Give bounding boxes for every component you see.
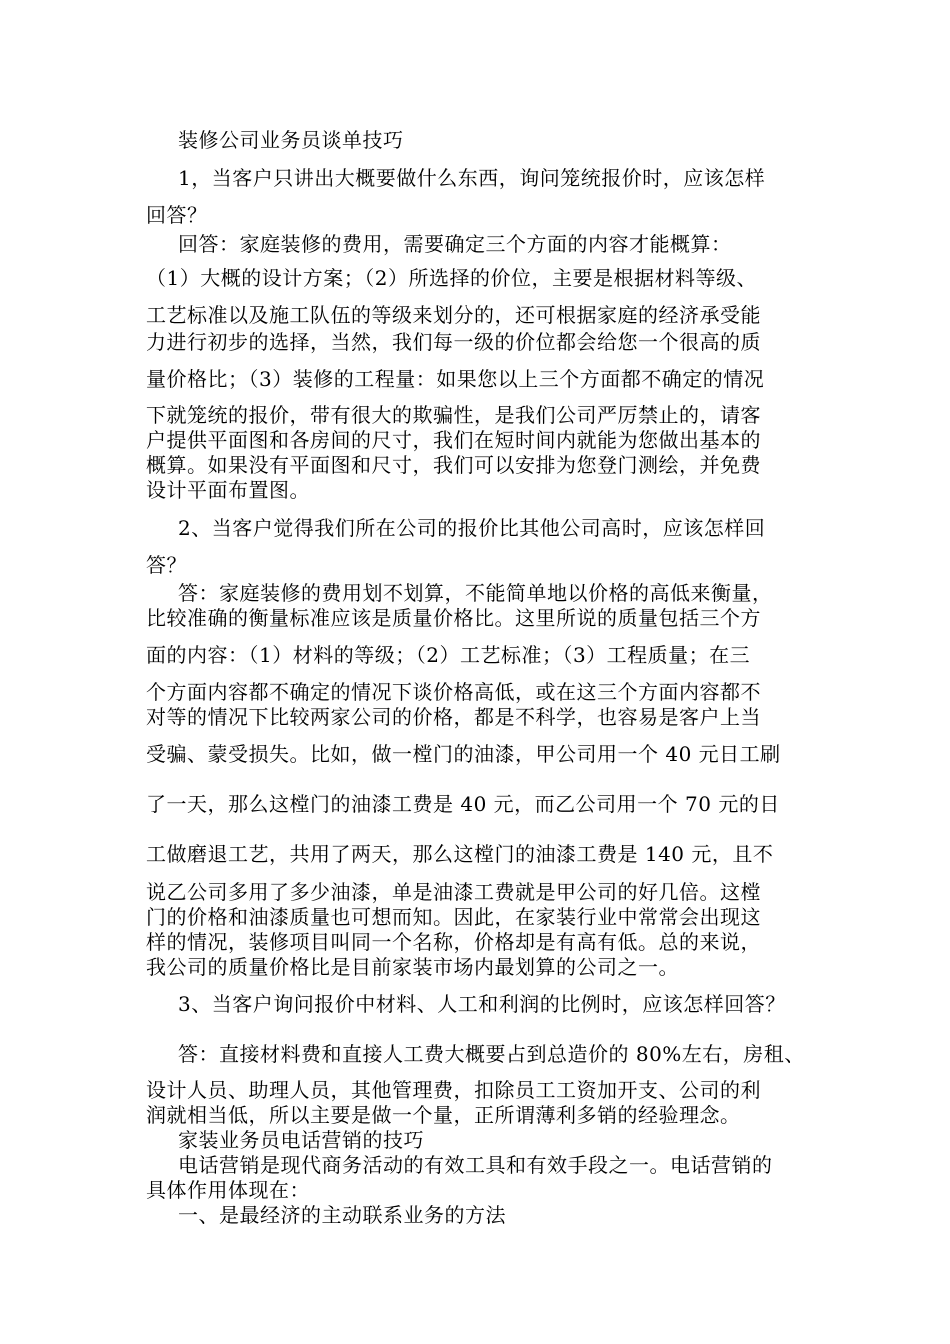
answer-2-line-8: 工做磨退工艺，共用了两天，那么这樘门的油漆工费是 140 元，且不 [146, 842, 774, 866]
answer-1-line-2: （1）大概的设计方案；（2）所选择的价位，主要是根据材料等级、 [146, 266, 757, 290]
answer-1-line-4: 力进行初步的选择，当然，我们每一级的价位都会给您一个很高的质 [146, 330, 761, 354]
answer-2-line-12: 我公司的质量价格比是目前家装市场内最划算的公司之一。 [146, 955, 679, 979]
phone-marketing-point-1: 一、是最经济的主动联系业务的方法 [178, 1203, 506, 1227]
question-1-line-2: 回答？ [146, 203, 208, 227]
question-3: 3、当客户询问报价中材料、人工和利润的比例时，应该怎样回答？ [178, 992, 786, 1016]
answer-2-line-7: 了一天，那么这樘门的油漆工费是 40 元，而乙公司用一个 70 元的日 [146, 792, 780, 816]
question-1-line-1: 1，当客户只讲出大概要做什么东西，询问笼统报价时，应该怎样 [178, 166, 766, 190]
phone-marketing-line-1: 电话营销是现代商务活动的有效工具和有效手段之一。电话营销的 [178, 1153, 773, 1177]
phone-marketing-line-2: 具体作用体现在： [146, 1178, 310, 1202]
answer-1-line-3: 工艺标准以及施工队伍的等级来划分的，还可根据家庭的经济承受能 [146, 303, 761, 327]
answer-2-line-6: 受骗、蒙受损失。比如，做一樘门的油漆，甲公司用一个 40 元日工刷 [146, 742, 781, 766]
question-2-line-1: 2、当客户觉得我们所在公司的报价比其他公司高时，应该怎样回 [178, 516, 766, 540]
question-2-line-2: 答？ [146, 553, 187, 577]
answer-1-line-1: 回答：家庭装修的费用，需要确定三个方面的内容才能概算： [178, 232, 732, 256]
answer-1-line-5: 量价格比；（3）装修的工程量：如果您以上三个方面都不确定的情况 [146, 367, 765, 391]
answer-2-line-3: 面的内容：（1）材料的等级；（2）工艺标准；（3）工程质量；在三 [146, 643, 751, 667]
answer-3-line-1: 答：直接材料费和直接人工费大概要占到总造价的 80%左右，房租、 [178, 1042, 805, 1066]
answer-1-line-8: 概算。如果没有平面图和尺寸，我们可以安排为您登门测绘，并免费 [146, 453, 761, 477]
answer-3-line-3: 润就相当低，所以主要是做一个量，正所谓薄利多销的经验理念。 [146, 1103, 741, 1127]
section-title-phone-marketing: 家装业务员电话营销的技巧 [178, 1128, 424, 1152]
answer-2-line-2: 比较准确的衡量标准应该是质量价格比。这里所说的质量包括三个方 [146, 606, 761, 630]
document-title: 装修公司业务员谈单技巧 [178, 128, 404, 152]
answer-2-line-5: 对等的情况下比较两家公司的价格，都是不科学，也容易是客户上当 [146, 705, 761, 729]
answer-2-line-4: 个方面内容都不确定的情况下谈价格高低，或在这三个方面内容都不 [146, 680, 761, 704]
answer-2-line-11: 样的情况，装修项目叫同一个名称，价格却是有高有低。总的来说， [146, 930, 761, 954]
answer-1-line-6: 下就笼统的报价，带有很大的欺骗性，是我们公司严厉禁止的，请客 [146, 403, 761, 427]
answer-1-line-9: 设计平面布置图。 [146, 478, 310, 502]
answer-2-line-9: 说乙公司多用了多少油漆，单是油漆工费就是甲公司的好几倍。这樘 [146, 880, 761, 904]
answer-1-line-7: 户提供平面图和各房间的尺寸，我们在短时间内就能为您做出基本的 [146, 428, 761, 452]
answer-2-line-1: 答：家庭装修的费用划不划算，不能简单地以价格的高低来衡量， [178, 581, 773, 605]
answer-3-line-2: 设计人员、助理人员，其他管理费，扣除员工工资加开支、公司的利 [146, 1078, 761, 1102]
answer-2-line-10: 门的价格和油漆质量也可想而知。因此，在家装行业中常常会出现这 [146, 905, 761, 929]
